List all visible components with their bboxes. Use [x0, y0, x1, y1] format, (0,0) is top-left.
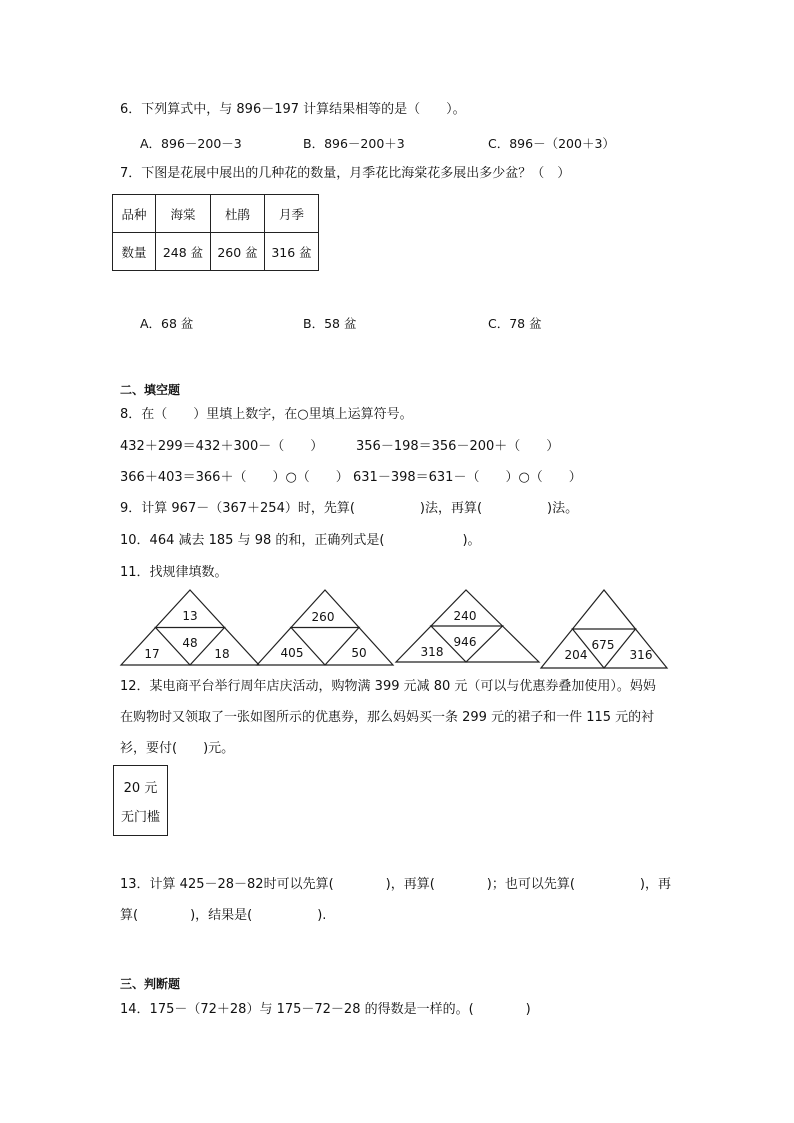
table-cell: 月季 — [265, 195, 319, 233]
t4-left: 204 — [564, 648, 588, 662]
table-cell: 品种 — [113, 195, 156, 233]
q7-option-a: A．68 盆 — [140, 316, 194, 331]
t3-left: 318 — [420, 645, 444, 659]
t1-left: 17 — [144, 647, 160, 661]
q8-text: 8．在（ ）里填上数字，在○里填上运算符号。 — [120, 407, 413, 422]
q7-text: 7．下图是花展中展出的几种花的数量，月季花比海棠花多展出多少盆？（ ） — [120, 166, 571, 181]
t4-center: 675 — [591, 638, 615, 652]
coupon-box — [113, 765, 168, 836]
coupon-condition: 无门槛 — [120, 810, 160, 825]
t1-right: 18 — [214, 647, 230, 661]
q6-option-c: C．896－（200＋3） — [488, 136, 615, 151]
t2-top: 260 — [311, 610, 335, 624]
table-cell: 316 盆 — [265, 233, 319, 271]
table-cell: 海棠 — [156, 195, 211, 233]
q8-equation-2b: 631－398＝631－（ ）○（ ） — [353, 470, 582, 485]
t3-center: 946 — [453, 635, 477, 649]
q6-option-a: A．896－200－3 — [140, 136, 242, 151]
t2-left: 405 — [280, 646, 304, 660]
t3-top: 240 — [453, 609, 477, 623]
q6-text: 6．下列算式中，与 896－197 计算结果相等的是（ ）。 — [120, 102, 466, 117]
table-cell: 数量 — [113, 233, 156, 271]
q9-text: 9．计算 967－（367＋254）时，先算( )法，再算( )法。 — [120, 501, 579, 516]
table-cell: 248 盆 — [156, 233, 211, 271]
q8-equation-2a: 366＋403＝366＋（ ）○（ ） — [120, 470, 349, 485]
q12-line-1: 12．某电商平台举行周年店庆活动，购物满 399 元减 80 元（可以与优惠券叠加使用）。妈妈 — [120, 679, 656, 694]
coupon-amount: 20 元 — [123, 781, 158, 796]
t2-right: 50 — [351, 646, 367, 660]
q7-option-b: B．58 盆 — [303, 316, 357, 331]
t4-right: 316 — [629, 648, 653, 662]
table-cell: 杜鹃 — [211, 195, 265, 233]
q10-text: 10．464 减去 185 与 98 的和，正确列式是( )。 — [120, 533, 481, 548]
section-title-judgement: 三、判断题 — [120, 977, 181, 991]
q6-option-b: B．896－200＋3 — [303, 136, 405, 151]
q13-line-2: 算( )，结果是( ). — [120, 908, 327, 923]
q13-line-1: 13．计算 425－28－82时可以先算( )，再算( )；也可以先算( )，再 — [120, 877, 672, 892]
q8-equation-1a: 432＋299＝432＋300－（ ） — [120, 439, 324, 454]
q14-text: 14．175－（72＋28）与 175－72－28 的得数是一样的。( ) — [120, 1002, 531, 1017]
q11-text: 11．找规律填数。 — [120, 565, 228, 580]
q8-equation-1b: 356－198＝356－200＋（ ） — [356, 439, 560, 454]
section-title-fill-in: 二、填空题 — [120, 383, 181, 397]
table-cell: 260 盆 — [211, 233, 265, 271]
t1-center: 48 — [182, 636, 198, 650]
q7-option-c: C．78 盆 — [488, 316, 542, 331]
q12-line-2: 在购物时又领取了一张如图所示的优惠券，那么妈妈买一条 299 元的裙子和一件 115 元的衬 — [120, 710, 655, 725]
q12-line-3: 衫，要付( )元。 — [120, 741, 235, 756]
t1-top: 13 — [182, 609, 198, 623]
